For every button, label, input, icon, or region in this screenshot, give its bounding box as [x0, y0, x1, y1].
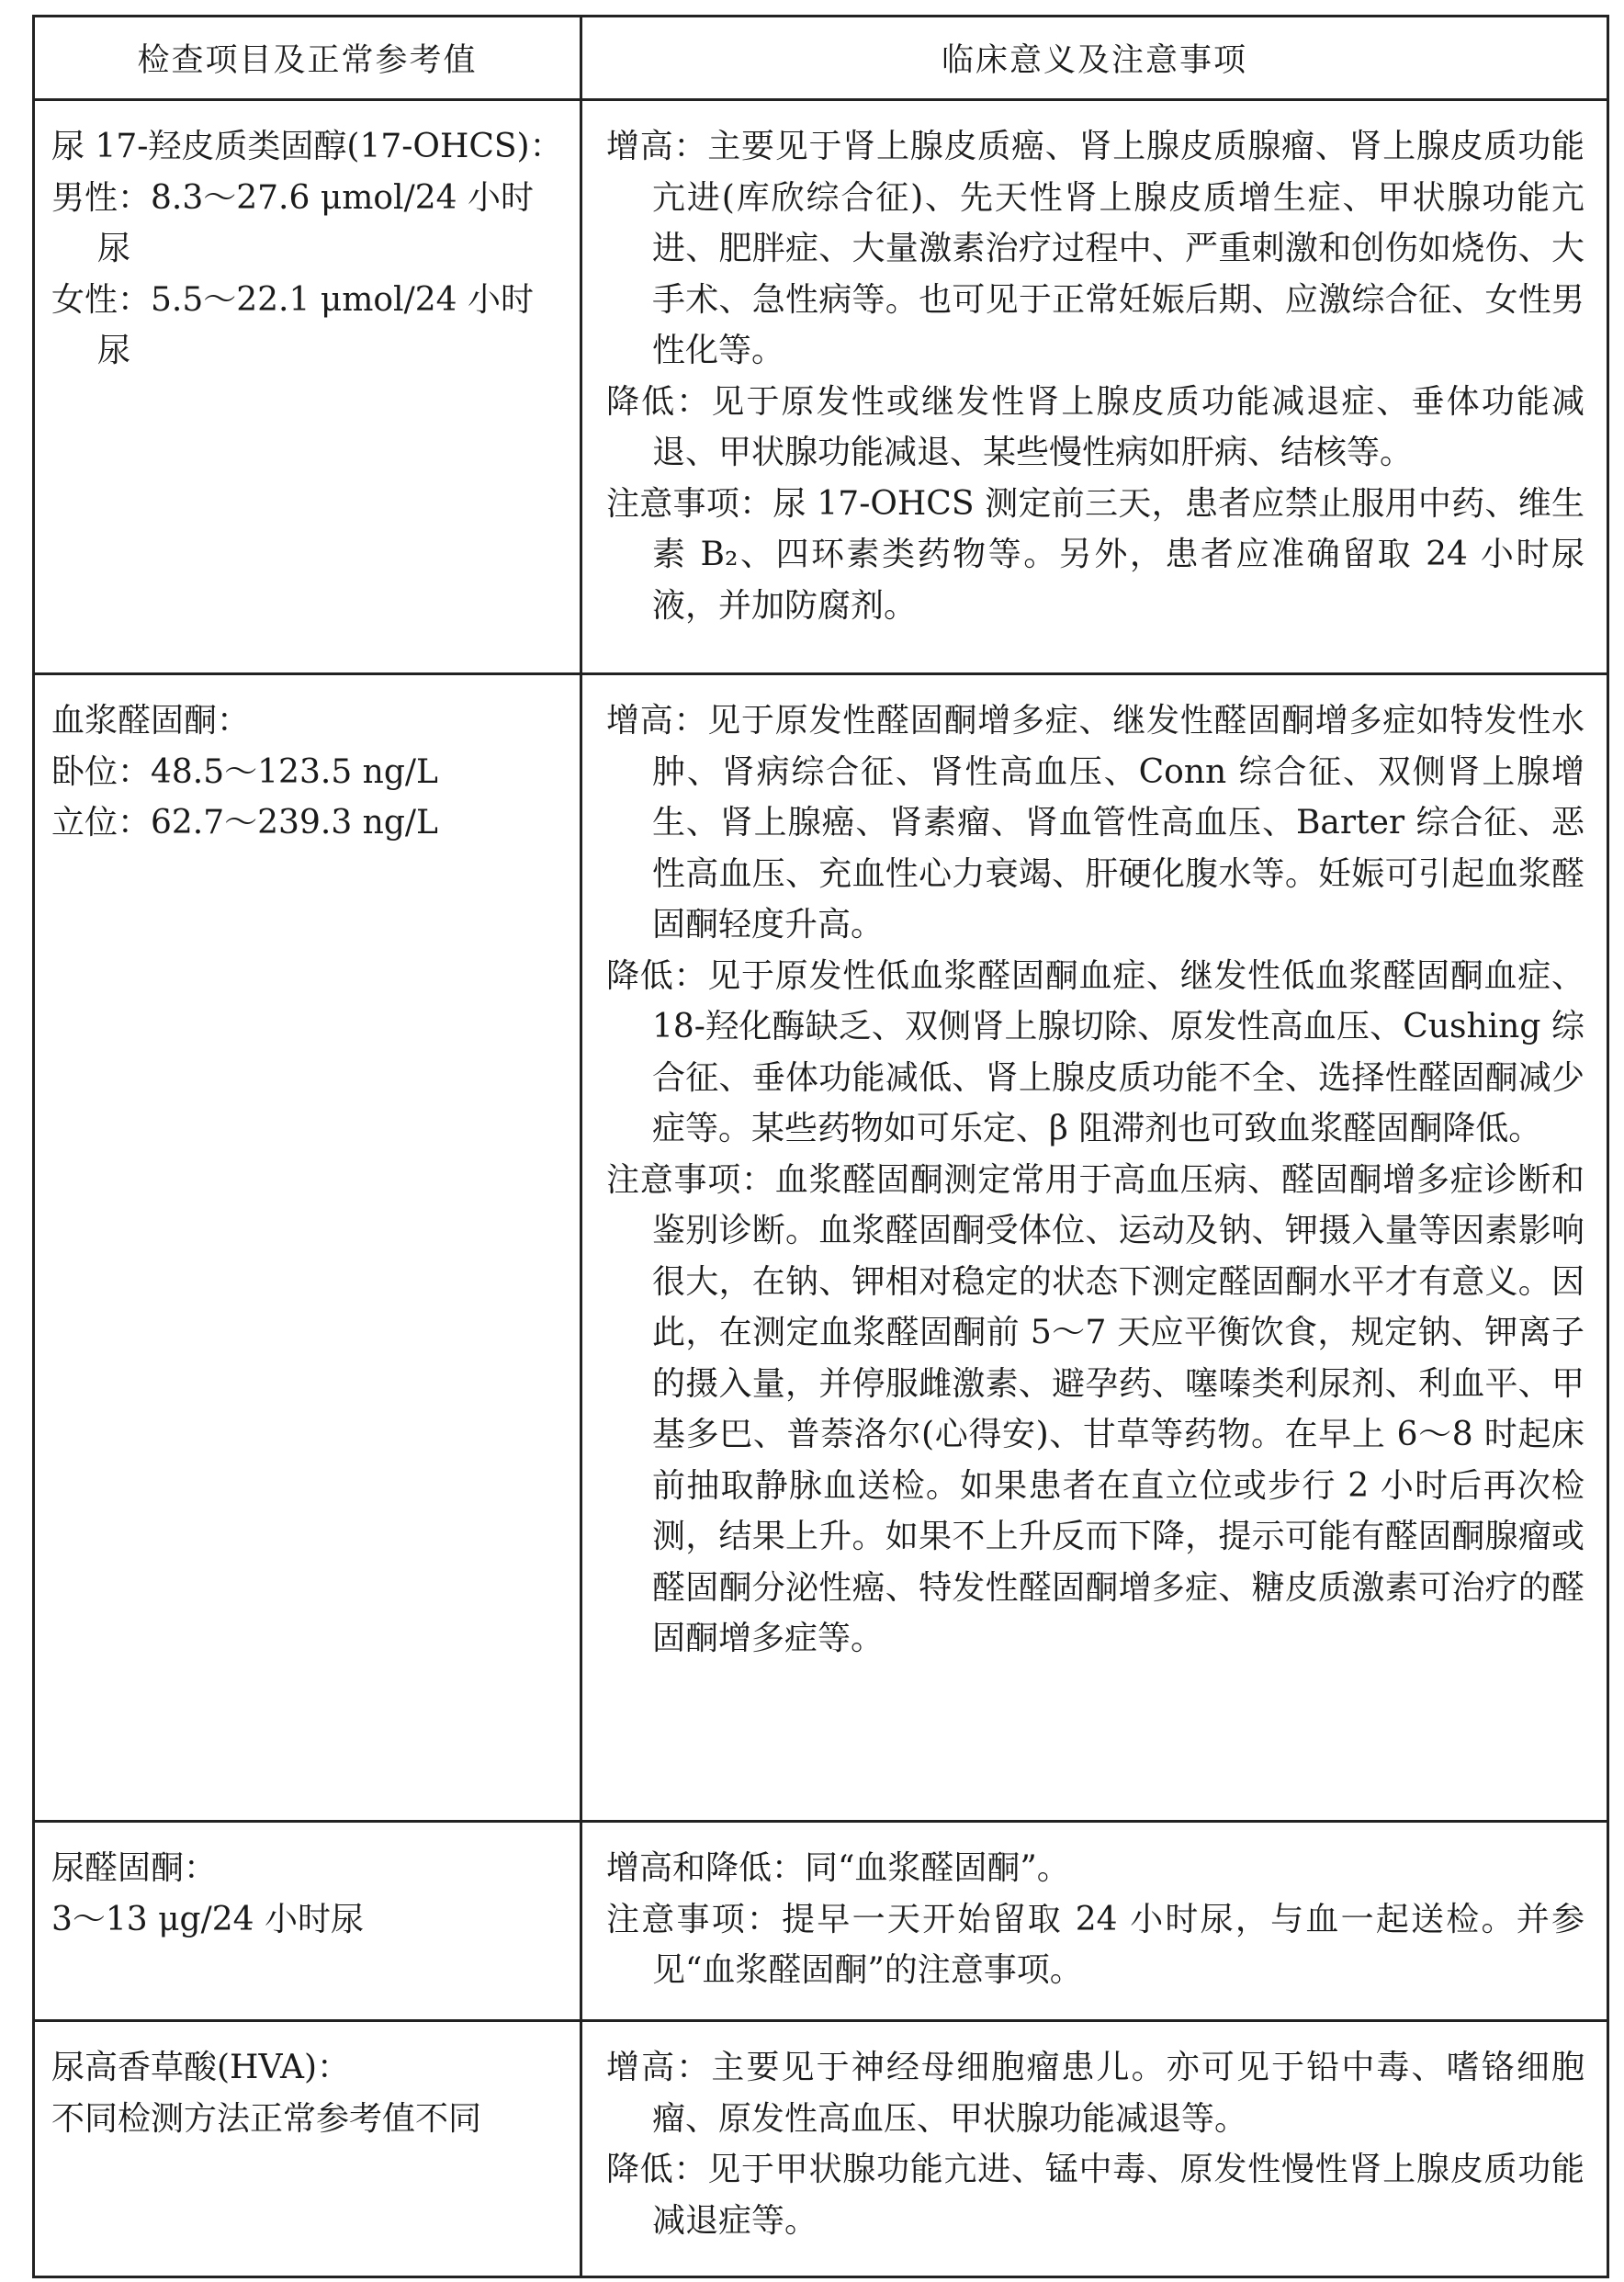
note-paragraph: 注意事项：尿 17-OHCS 测定前三天，患者应禁止服用中药、维生素 B₂、四环素类药物等。另外，患者应准确留取 24 小时尿液，并加防腐剂。 — [606, 484, 1585, 625]
note-paragraph: 增高：见于原发性醛固酮增多症、继发性醛固酮增多症如特发性水肿、肾病综合征、肾性高血压、Conn 综合征、双侧肾上腺增生、肾上腺癌、肾素瘤、肾血管性高血压、Barter 综合征、恶性高血压、充血性心力衰竭、肝硬化腹水等。妊娠可引起血浆醛固酮轻度升高。 — [606, 702, 1585, 943]
note-paragraph: 降低：见于原发性或继发性肾上腺皮质功能减退症、垂体功能减退、甲状腺功能减退、某些慢性病如肝病、结核等。 — [606, 382, 1585, 471]
notes-cell — [581, 674, 1608, 1822]
note-paragraph: 降低：见于甲状腺功能亢进、锰中毒、原发性慢性肾上腺皮质功能减退症等。 — [606, 2151, 1585, 2240]
item-value: 不同检测方法正常参考值不同 — [51, 2099, 482, 2138]
note-paragraph: 注意事项：血浆醛固酮测定常用于高血压病、醛固酮增多症诊断和鉴别诊断。血浆醛固酮受体位、运动及钠、钾摄入量等因素影响很大，在钠、钾相对稳定的状态下测定醛固酮水平才有意义。因此，在测定血浆醛固酮前 5～7 天应平衡饮食，规定钠、钾离子的摄入量，并停服雌激素、避孕药、噻嗪类利尿剂、利血平、甲基多巴、普萘洛尔(心得安)、甘草等药物。在早上 6～8 时起床前抽取静脉血送检。如果患者在直立位或步行 2 小时后再次检测，结果上升。如果不上升反而下降，提示可能有醛固酮腺瘤或醛固酮分泌性癌、特发性醛固酮增多症、糖皮质激素可治疗的醛固酮增多症等。 — [606, 1160, 1585, 1657]
item-cell — [34, 674, 581, 1822]
item-value: 女性：5.5～22.1 μmol/24 小时尿 — [51, 280, 534, 369]
note-paragraph: 增高和降低：同“血浆醛固酮”。 — [606, 1849, 1070, 1887]
item-cell — [34, 1822, 581, 2021]
note-paragraph: 增高：主要见于肾上腺皮质癌、肾上腺皮质腺瘤、肾上腺皮质功能亢进(库欣综合征)、先天性肾上腺皮质增生症、甲状腺功能亢进、肥胖症、大量激素治疗过程中、严重刺激和创伤如烧伤、大手术、急性病等。也可见于正常妊娠后期、应激综合征、女性男性化等。 — [606, 128, 1585, 369]
table-row — [34, 2021, 1608, 2277]
table-header-row — [34, 17, 1608, 100]
note-paragraph: 增高：主要见于神经母细胞瘤患儿。亦可见于铅中毒、嗜铬细胞瘤、原发性高血压、甲状腺功能减退等。 — [606, 2049, 1585, 2138]
notes-cell — [581, 100, 1608, 674]
note-paragraph: 注意事项：提早一天开始留取 24 小时尿，与血一起送检。并参见“血浆醛固酮”的注意事项。 — [606, 1900, 1585, 1989]
column-header-significance: 临床意义及注意事项 — [581, 17, 1608, 100]
item-value: 男性：8.3～27.6 μmol/24 小时尿 — [51, 178, 534, 267]
table-row — [34, 674, 1608, 1822]
item-title: 尿醛固酮： — [51, 1849, 218, 1887]
column-header-item: 检查项目及正常参考值 — [34, 17, 581, 100]
reference-table — [32, 15, 1609, 2278]
item-cell — [34, 100, 581, 674]
item-cell — [34, 2021, 581, 2277]
notes-cell — [581, 1822, 1608, 2021]
item-value: 卧位：48.5～123.5 ng/L — [51, 752, 438, 791]
item-value: 立位：62.7～239.3 ng/L — [51, 804, 438, 842]
item-value: 3～13 μg/24 小时尿 — [51, 1900, 364, 1938]
item-title: 血浆醛固酮： — [51, 702, 251, 740]
table-row — [34, 100, 1608, 674]
item-title: 尿 17-羟皮质类固醇(17-OHCS)： — [51, 128, 563, 165]
table-row — [34, 1822, 1608, 2021]
notes-cell — [581, 2021, 1608, 2277]
item-title: 尿高香草酸(HVA)： — [51, 2049, 351, 2086]
note-paragraph: 降低：见于原发性低血浆醛固酮血症、继发性低血浆醛固酮血症、18-羟化酶缺乏、双侧肾上腺切除、原发性高血压、Cushing 综合征、垂体功能减低、肾上腺皮质功能不全、选择性醛固酮减少症等。某些药物如可乐定、β 阻滞剂也可致血浆醛固酮降低。 — [606, 956, 1585, 1147]
